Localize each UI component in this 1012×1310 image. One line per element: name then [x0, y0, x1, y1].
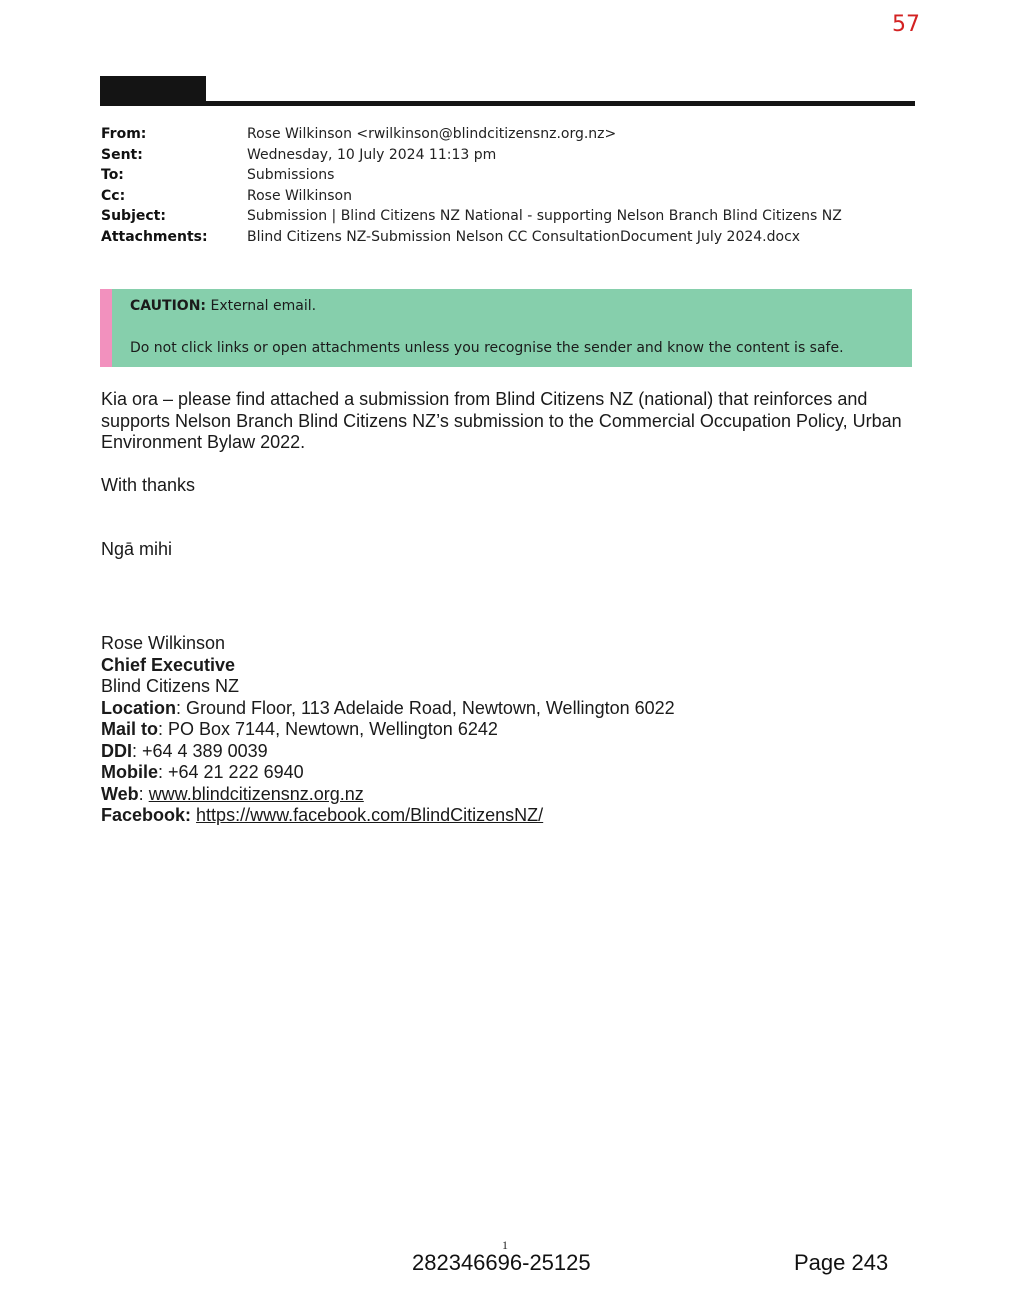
mail-label: Mail to [101, 719, 158, 739]
caution-label: CAUTION: [130, 298, 207, 314]
mobile-value: : +64 21 222 6940 [158, 762, 304, 782]
document-id: 282346696-25125 [412, 1250, 591, 1275]
mail-value: : PO Box 7144, Newtown, Wellington 6242 [158, 719, 498, 739]
header-divider [100, 101, 915, 106]
subject-row [101, 206, 842, 227]
website-link[interactable]: www.blindcitizensnz.org.nz [148, 783, 364, 804]
footer-page-marker: 1 [502, 1238, 508, 1252]
signature-web [101, 784, 675, 806]
email-signature [101, 633, 675, 827]
to-row [101, 165, 842, 186]
caution-warning: Do not click links or open attachments unless you recognise the sender and know the content is safe. [130, 340, 844, 356]
caution-accent-bar [100, 289, 112, 367]
ddi-label: DDI [101, 740, 132, 761]
mobile-label: Mobile [101, 762, 158, 782]
from-label: From: [101, 126, 147, 142]
to-label: To: [101, 167, 124, 184]
sent-label: Sent: [101, 146, 143, 163]
facebook-link[interactable]: https://www.facebook.com/BlindCitizensNZ/ [196, 805, 544, 825]
page-number-badge: 57 [892, 12, 920, 37]
signature-mail [101, 719, 675, 741]
signature-mobile [101, 762, 675, 784]
signature-name: Rose Wilkinson [101, 633, 226, 653]
caution-banner [100, 289, 912, 367]
from-value: Rose Wilkinson <rwilkinson@blindcitizensnz.org.nz> [247, 126, 617, 142]
subject-label: Subject: [101, 208, 166, 225]
attachments-row [101, 227, 842, 248]
caution-heading [130, 298, 316, 314]
web-separator: : [138, 783, 149, 804]
ddi-value: : +64 4 389 0039 [132, 740, 268, 761]
signature-location [101, 698, 675, 720]
subject-value: Submission | Blind Citizens NZ National - supporting Nelson Branch Blind Citizens NZ [247, 208, 842, 225]
page-number: Page 243 [794, 1250, 889, 1275]
signature-ddi [101, 741, 675, 763]
email-intro: Kia ora – please find attached a submission from Blind Citizens NZ (national) that reinforces and supports Nelson Branch Blind Citizens NZ’s submission to the Commercial Occupation Policy, Urban Environment Bylaw 2022. [101, 389, 902, 452]
cc-label: Cc: [101, 187, 126, 204]
location-value: : Ground Floor, 113 Adelaide Road, Newtown, Wellington 6022 [176, 697, 675, 718]
location-label: Location [101, 697, 176, 718]
cc-row [101, 186, 842, 207]
sent-row [101, 145, 842, 166]
facebook-label: Facebook: [101, 805, 192, 825]
email-closing: Ngā mihi [101, 539, 173, 559]
email-header [101, 124, 842, 248]
from-row [101, 124, 842, 145]
to-value: Submissions [247, 167, 335, 184]
email-thanks: With thanks [101, 475, 196, 495]
attachment-file[interactable]: Blind Citizens NZ-Submission Nelson CC ConsultationDocument July 2024.docx [247, 228, 801, 245]
signature-title: Chief Executive [101, 654, 236, 675]
attachments-label: Attachments: [101, 228, 208, 245]
caution-text: External email. [206, 298, 317, 314]
web-label: Web [101, 783, 139, 804]
sent-value: Wednesday, 10 July 2024 11:13 pm [247, 146, 497, 163]
signature-facebook [101, 805, 675, 827]
signature-organisation: Blind Citizens NZ [101, 676, 240, 696]
cc-value: Rose Wilkinson [247, 187, 352, 204]
